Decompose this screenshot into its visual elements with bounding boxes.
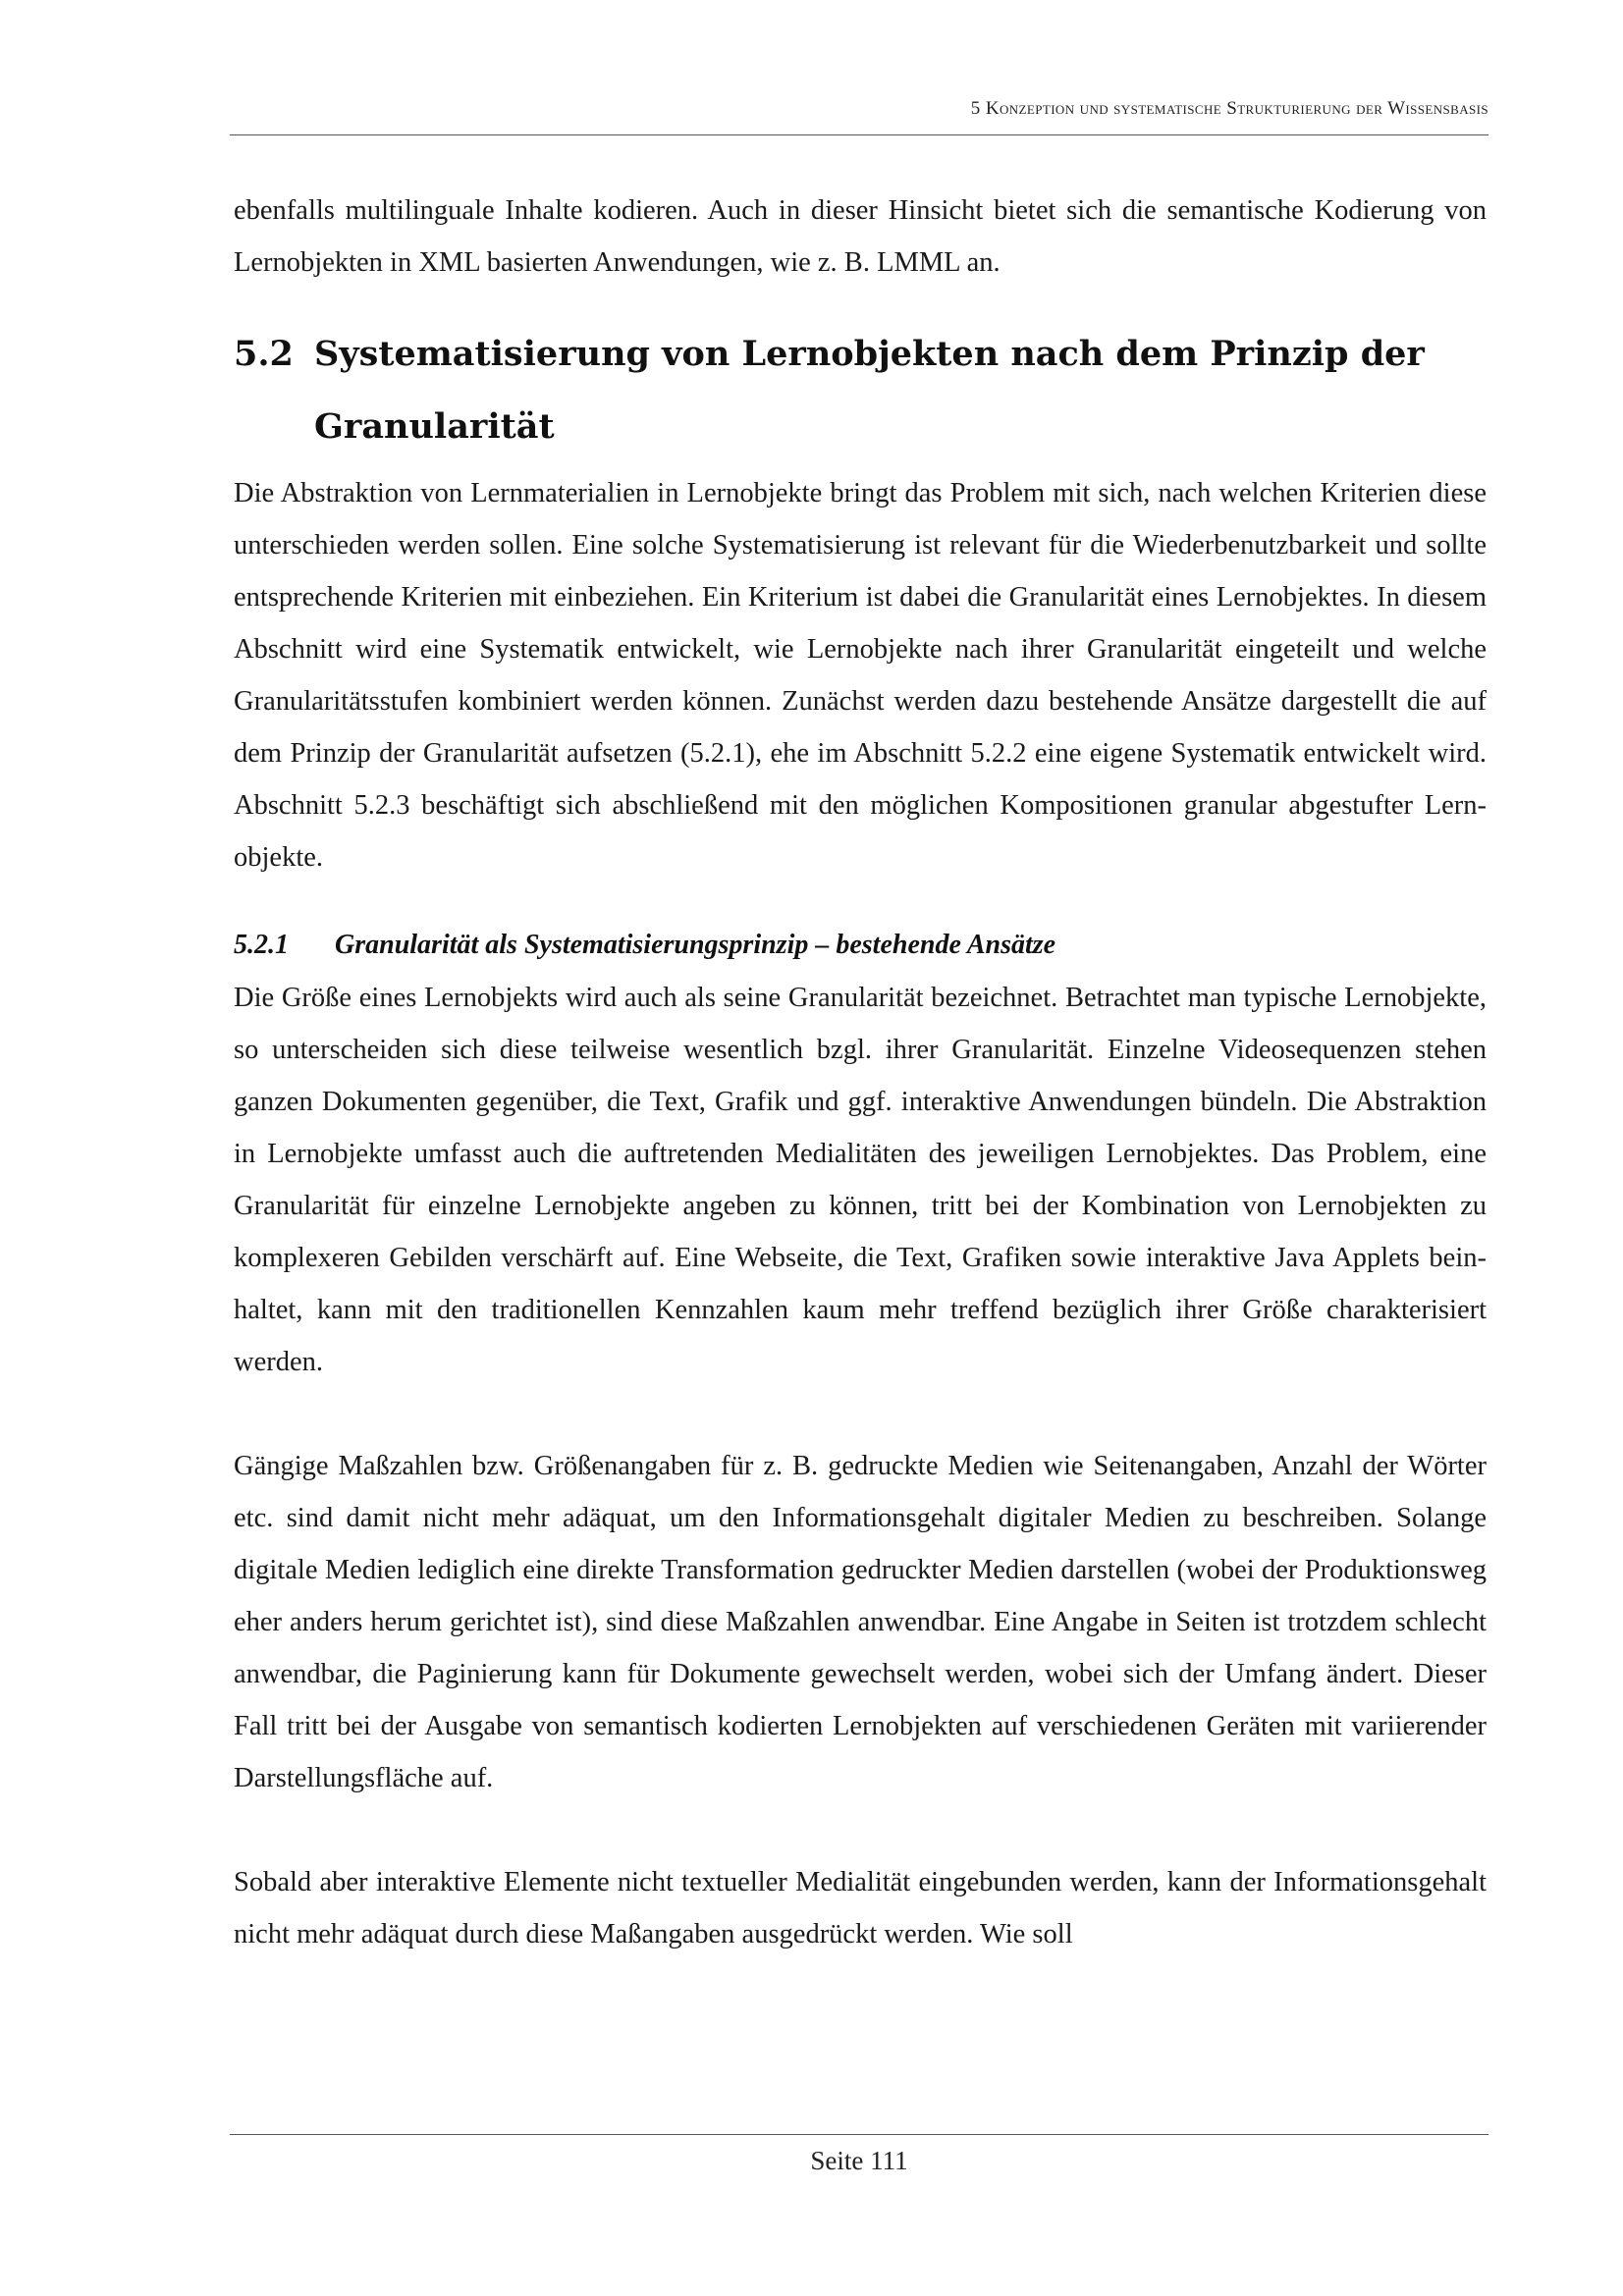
body-paragraph: Gängige Maßzahlen bzw. Größenangaben für z. B. gedruckte Medien wie Seitenangaben, Anzahl der Wörter etc. sind damit nicht mehr adäquat, um den Informationsgehalt digitaler Medien zu beschreiben. Solange digitale Medien lediglich eine direkte Transformation gedruckter Medien darstellen (wobei der Produktionsweg eher anders herum gerichtet ist), sind diese Maßzahlen anwendbar. Eine Angabe in Seiten ist trotzdem schlecht anwendbar, die Paginierung kann für Dokumente gewechselt werden, wobei sich der Umfang ändert. Dieser Fall tritt bei der Ausgabe von semantisch kodierten Lernobjekten auf verschiedenen Geräten mit variierender Darstellungsfläche auf. — [234, 1451, 1487, 1793]
page-number: Seite 111 — [810, 2146, 908, 2175]
header-rule — [230, 134, 1488, 135]
subsection-title: Granularität als Systematisierungsprinzip – bestehende Ansätze — [335, 930, 1056, 960]
body-paragraph: Die Größe eines Lernobjekts wird auch als seine Granularität bezeichnet. Betrachtet man typische Lernobjekte, so unterscheiden sich diese teilweise wesentlich bzgl. ihrer Granularität. Einzelne Videosequenzen stehen ganzen Dokumenten gegenüber, die Text, Grafik und ggf. interaktive Anwendungen bündeln. Die Abstraktion in Lernobjekte umfasst auch die auftretenden Medialitäten des jeweiligen Lernobjektes. Das Problem, eine Granularität für einzelne Lernobjekte angeben zu können, tritt bei der Kombination von Lernobjekten zu komplexeren Gebilden verschärft auf. Eine Webseite, die Text, Grafiken sowie interaktive Java Applets beinhaltet, kann mit den traditionellen Kennzahlen kaum mehr treffend bezüglich ihrer Größe charakterisiert werden. — [234, 983, 1487, 1377]
section-heading — [234, 318, 1487, 463]
subsection-heading — [234, 921, 1487, 970]
section-title: Systematisierung von Lernobjekten nach dem Prinzip der Granularität — [314, 334, 1425, 447]
subsection-number: 5.2.1 — [234, 930, 289, 960]
running-header: 5 Konzeption und systematische Strukturierung der Wissensbasis — [970, 98, 1488, 119]
intro-paragraph: ebenfalls multilinguale Inhalte kodieren. Auch in dieser Hinsicht bietet sich die semantische Kodierung von Lernobjekten in XML basierten Anwendungen, wie z. B. LMML an. — [234, 195, 1487, 278]
section-paragraph: Die Abstraktion von Lernmaterialien in Lernobjekte bringt das Problem mit sich, nach welchen Kriterien diese unterschieden werden sollen. Eine solche Systematisierung ist relevant für die Wiederbenutzbarkeit und sollte entsprechende Kriterien mit einbeziehen. Ein Kriterium ist dabei die Granularität eines Lernobjektes. In diesem Abschnitt wird eine Systematik entwickelt, wie Lernobjekte nach ihrer Granularität eingeteilt und welche Granularitätsstufen kombiniert werden können. Zunächst werden dazu bestehende Ansätze dargestellt die auf dem Prinzip der Granularität aufsetzen (5.2.1), ehe im Abschnitt 5.2.2 eine eigene Systematik entwickelt wird. Abschnitt 5.2.3 beschäftigt sich abschließend mit den möglichen Kompositionen granular abgestufter Lernobjekte. — [234, 478, 1487, 873]
section-number: 5.2 — [234, 334, 294, 374]
footer-rule — [230, 2134, 1488, 2135]
page-body — [234, 185, 1487, 1960]
body-paragraph: Sobald aber interaktive Elemente nicht textueller Medialität eingebunden werden, kann der Informationsgehalt nicht mehr adäquat durch diese Maßangaben ausgedrückt werden. Wie soll — [234, 1867, 1487, 1949]
